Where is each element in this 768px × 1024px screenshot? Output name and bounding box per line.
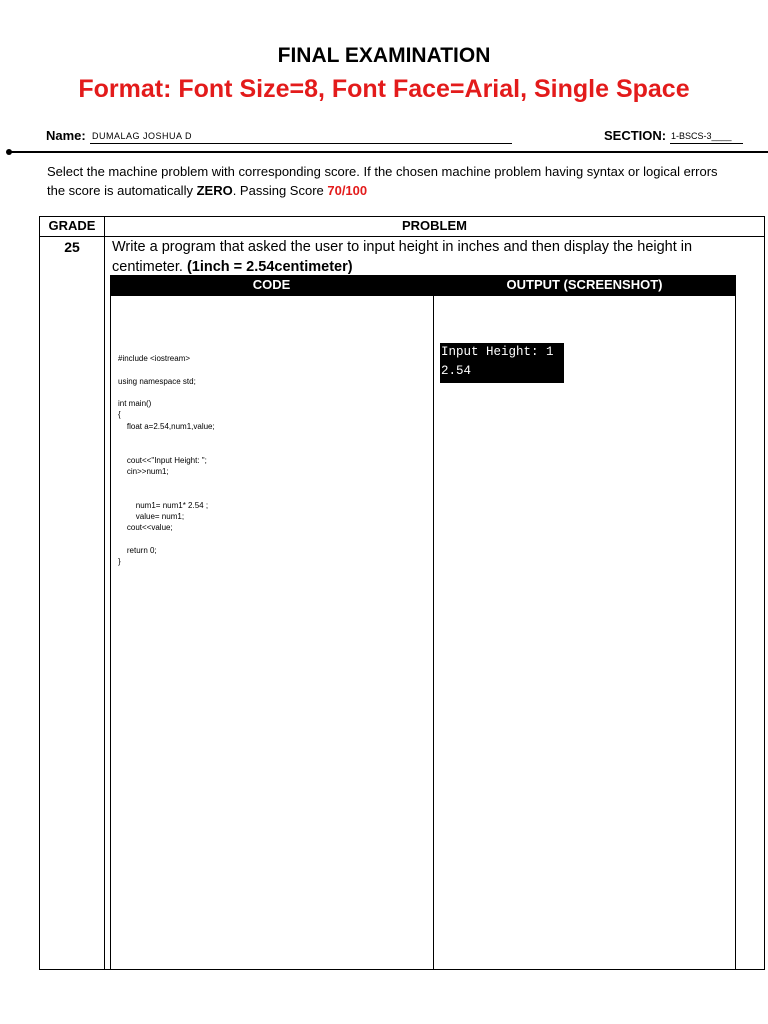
output-header: OUTPUT (SCREENSHOT) bbox=[506, 277, 663, 292]
code-line bbox=[118, 364, 418, 375]
exam-title: FINAL EXAMINATION bbox=[277, 44, 491, 67]
student-info-row bbox=[46, 128, 746, 148]
code-line: num1= num1* 2.54 ; bbox=[118, 500, 209, 510]
code-line bbox=[118, 443, 418, 454]
problem-hint: (1inch = 2.54centimeter) bbox=[186, 259, 353, 275]
output-line: Input Height: 1 bbox=[441, 345, 554, 359]
problem-statement: Write a program that asked the user to input height in inches and then display the height in centimeter. bbox=[112, 239, 693, 275]
code-line: } bbox=[118, 557, 121, 567]
code-line bbox=[118, 534, 418, 545]
instructions-text-2: . Passing Score bbox=[232, 183, 328, 198]
output-screenshot bbox=[440, 343, 564, 383]
code-line bbox=[118, 387, 418, 398]
zero-emphasis: ZERO bbox=[196, 183, 233, 198]
code-block bbox=[118, 353, 418, 568]
code-line bbox=[118, 432, 418, 443]
code-line: float a=2.54,num1,value; bbox=[118, 421, 215, 431]
code-line: #include <iostream> bbox=[118, 354, 191, 363]
passing-score: 70/100 bbox=[327, 183, 368, 198]
code-header: CODE bbox=[252, 277, 291, 292]
code-line: cout<<"Input Height: "; bbox=[118, 455, 207, 465]
section-value: 1-BSCS-3____ bbox=[670, 131, 743, 144]
section-label: SECTION: bbox=[604, 128, 667, 143]
header-divider bbox=[8, 151, 768, 153]
problem-header: PROBLEM bbox=[402, 218, 467, 233]
table-column-divider bbox=[104, 216, 105, 970]
code-line: return 0; bbox=[118, 546, 157, 556]
name-label: Name: bbox=[46, 128, 86, 143]
code-line: cout<<value; bbox=[118, 523, 173, 533]
instructions-text-1: Select the machine problem with corresponding score. If the chosen machine problem having syntax or logical errors the score is automatically bbox=[47, 164, 718, 198]
grade-value: 25 bbox=[64, 239, 80, 255]
code-line: cin>>num1; bbox=[118, 466, 169, 476]
code-line: int main() bbox=[118, 399, 152, 409]
code-line bbox=[118, 489, 418, 500]
code-output-divider bbox=[433, 275, 434, 970]
problem-description bbox=[112, 237, 752, 277]
name-value: DUMALAG JOSHUA D bbox=[90, 131, 512, 144]
code-line: { bbox=[118, 410, 121, 420]
code-line bbox=[118, 477, 418, 488]
output-line: 2.54 bbox=[441, 364, 472, 378]
code-line: value= num1; bbox=[118, 512, 185, 522]
instructions bbox=[47, 162, 727, 200]
code-line: using namespace std; bbox=[118, 376, 196, 386]
grade-header: GRADE bbox=[48, 218, 96, 233]
format-note: Format: Font Size=8, Font Face=Arial, Single Space bbox=[78, 75, 690, 103]
